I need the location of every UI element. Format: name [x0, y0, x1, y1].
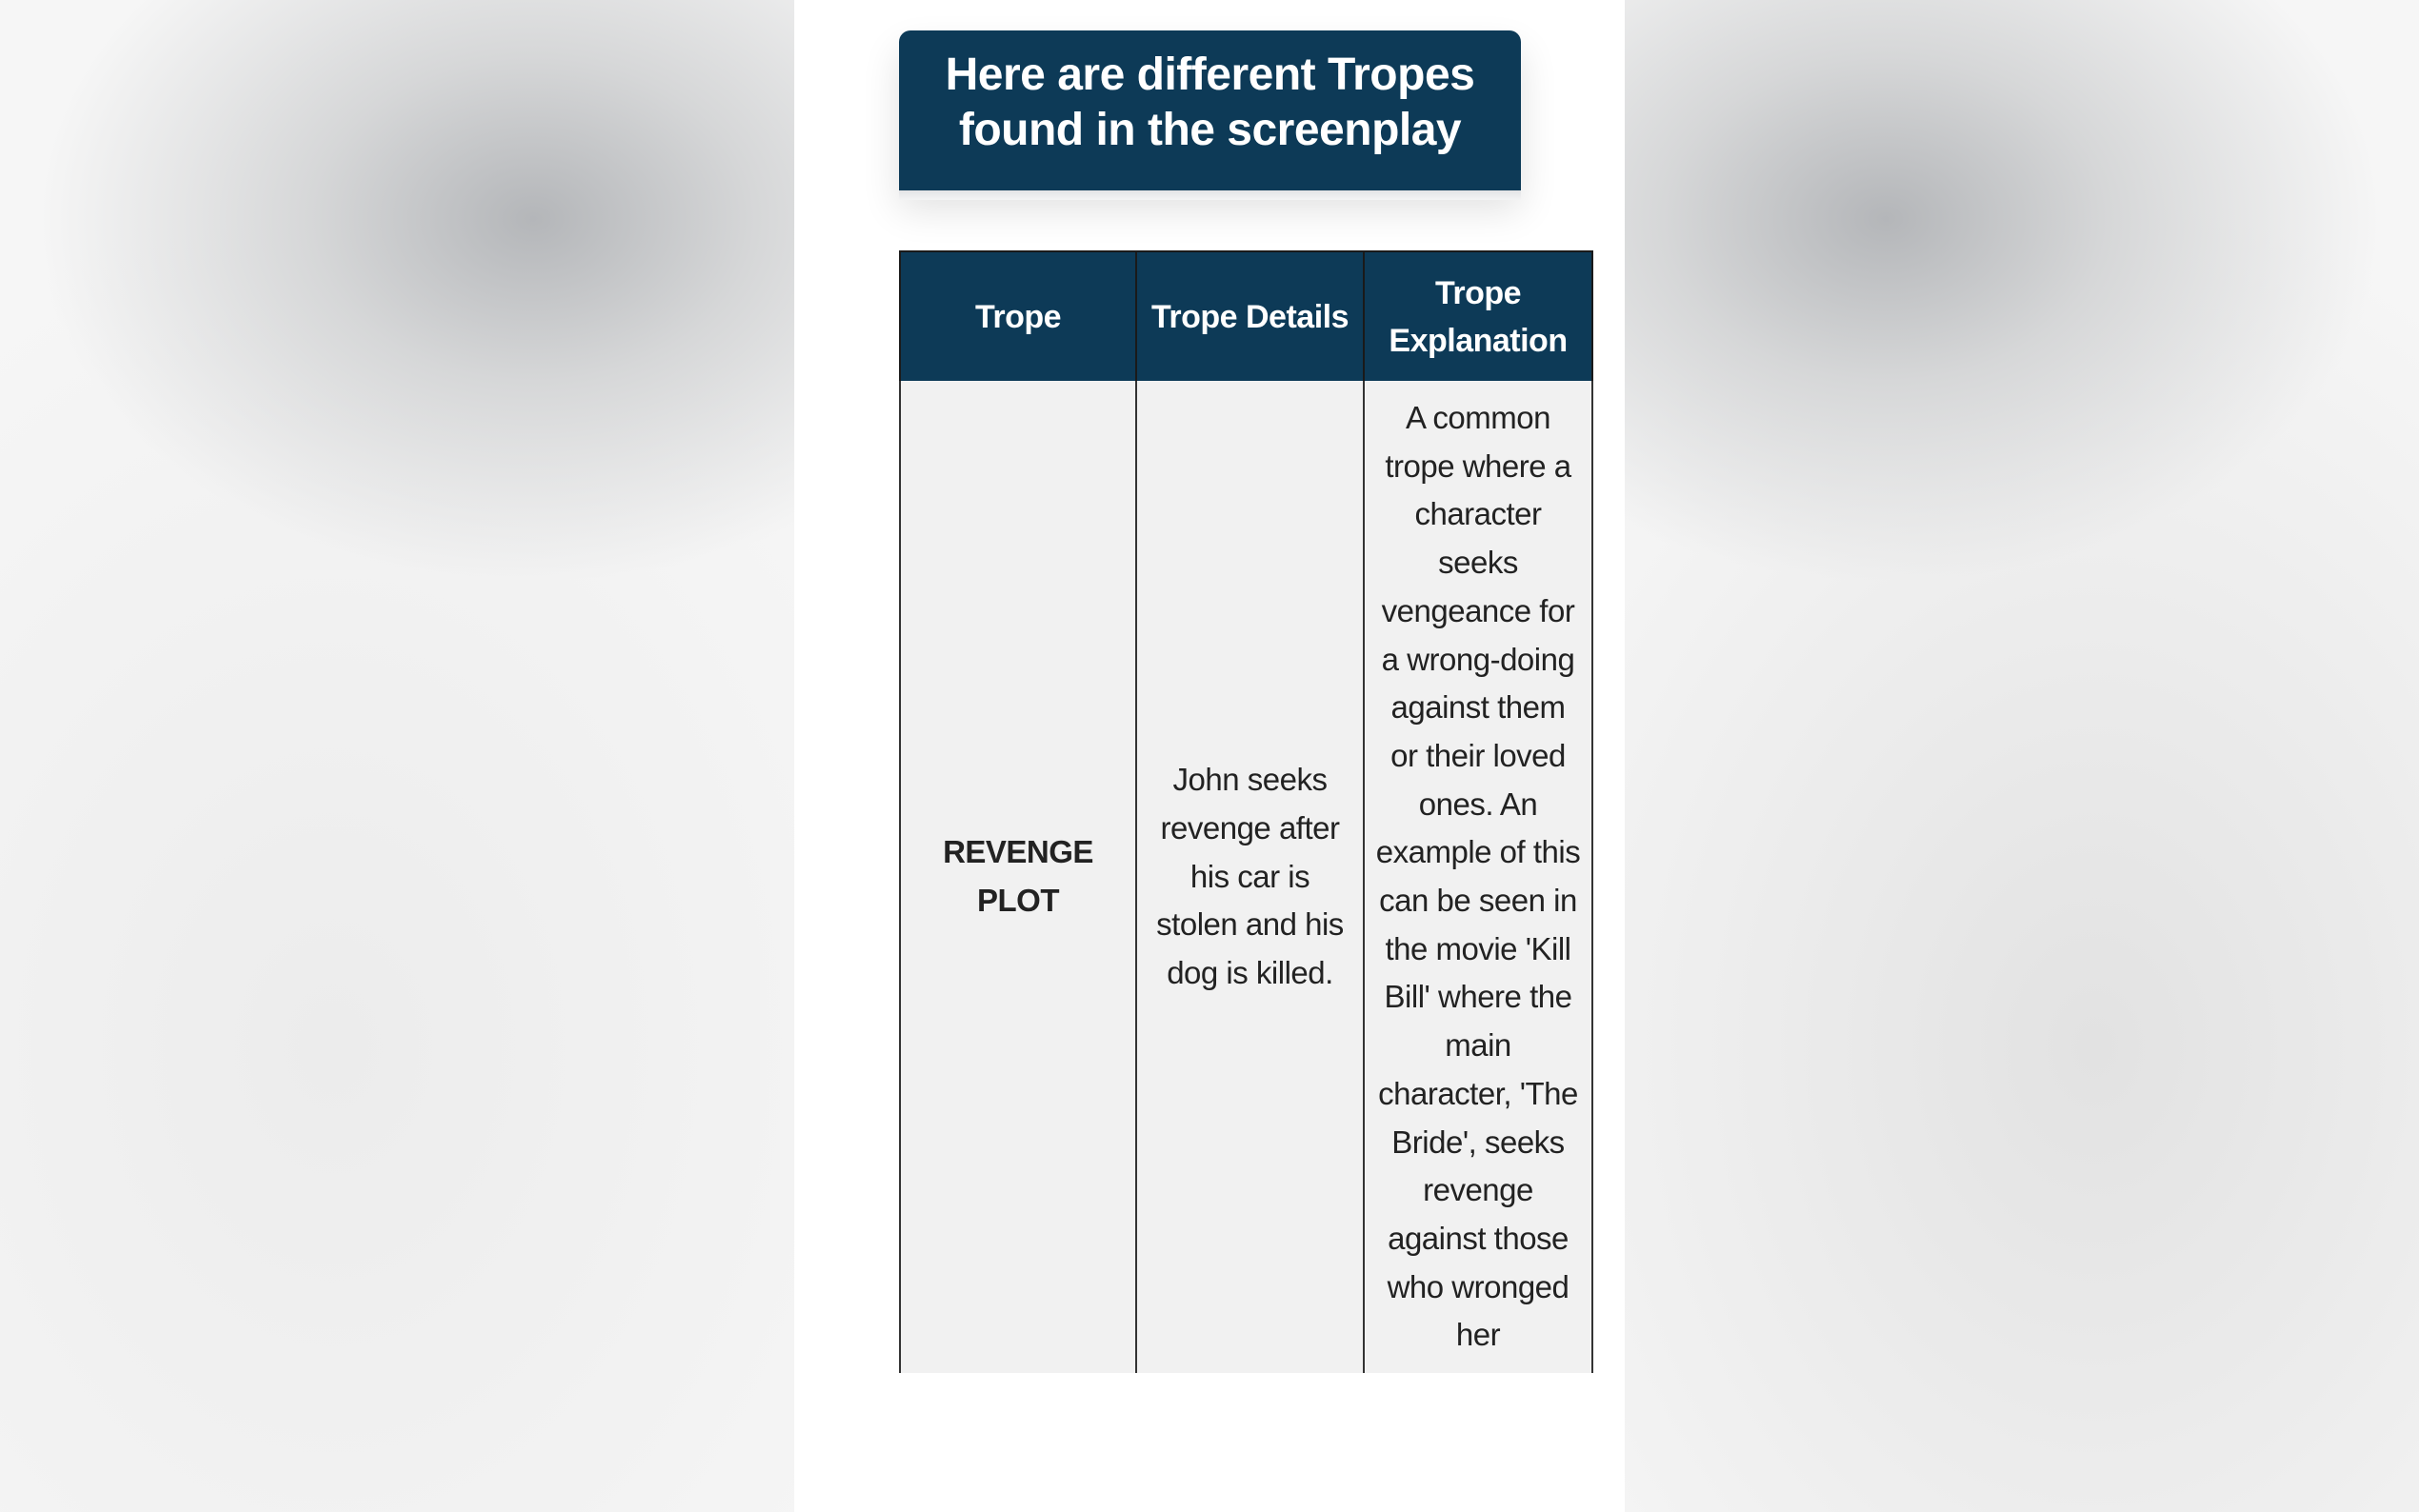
- table-row: [900, 381, 1592, 1373]
- page-title: Here are different Tropes found in the screenplay: [945, 50, 1475, 155]
- trope-explanation-cell: A common trope where a character seeks vengeance for a wrong-doing against them or their loved ones. An example of this can be seen in the movie 'Kill Bill' where the main character, 'The Bride', seeks revenge against those who wronged her: [1364, 381, 1592, 1373]
- trope-cell: REVENGE PLOT: [900, 381, 1136, 1373]
- page-content: [794, 0, 1625, 1512]
- column-header-trope: Trope: [900, 251, 1136, 381]
- table-header-row: [900, 251, 1592, 381]
- column-header-trope-explanation: Trope Explanation: [1364, 251, 1592, 381]
- trope-details-cell: John seeks revenge after his car is stolen and his dog is killed.: [1136, 381, 1364, 1373]
- title-banner-shadow: [899, 190, 1521, 200]
- column-header-trope-details: Trope Details: [1136, 251, 1364, 381]
- title-banner: [899, 30, 1521, 190]
- tropes-table: [899, 250, 1593, 1373]
